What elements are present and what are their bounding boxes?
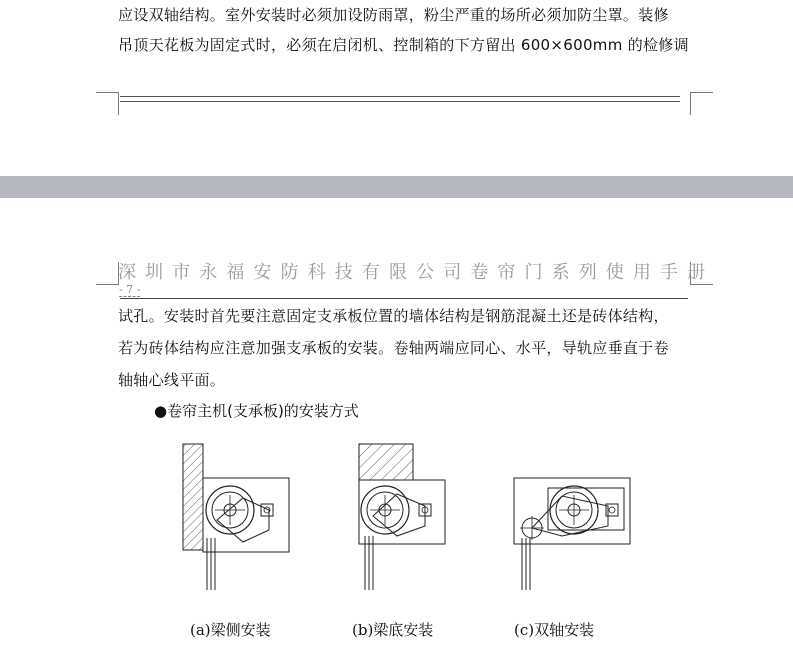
header-title: 深圳市永福安防科技有限公司卷帘门系列使用手册 [118,262,715,283]
figure-beam-bottom-mounting [355,438,455,598]
wall-section [183,444,203,550]
page-number: - 7 - [119,283,141,296]
figure-caption: (c)双轴安装 [514,621,595,639]
footer-rule [120,96,680,97]
beam-section [359,444,413,480]
body-text-line: 若为砖体结构应注意加强支承板的安装。卷轴两端应同心、水平，导轨应垂直于卷 [118,339,669,357]
figure-caption: (a)梁侧安装 [190,621,271,639]
body-text-line: 试孔。安装时首先要注意固定支承板位置的墙体结构是钢筋混凝土还是砖体结构， [118,307,669,325]
crop-mark [96,92,119,115]
body-text-line: 应设双轴结构。室外安装时必须加设防雨罩，粉尘严重的场所必须加防尘罩。装修 [118,6,669,24]
figure-beam-side-mounting [175,438,295,598]
crop-mark [96,262,119,285]
bullet-heading: ●卷帘主机(支承板)的安装方式 [154,402,359,420]
figure-double-shaft-mounting [512,438,632,598]
body-text-line: 吊顶天花板为固定式时，必须在启闭机、控制箱的下方留出 600×600mm 的检修调 [118,36,689,54]
header-rule [120,298,688,299]
body-text-line: 轴轴心线平面。 [118,371,226,389]
page-separator [0,176,793,198]
document-page-previous [0,0,793,176]
figure-caption: (b)梁底安装 [352,621,434,639]
crop-mark [690,92,713,115]
footer-rule [120,101,680,102]
